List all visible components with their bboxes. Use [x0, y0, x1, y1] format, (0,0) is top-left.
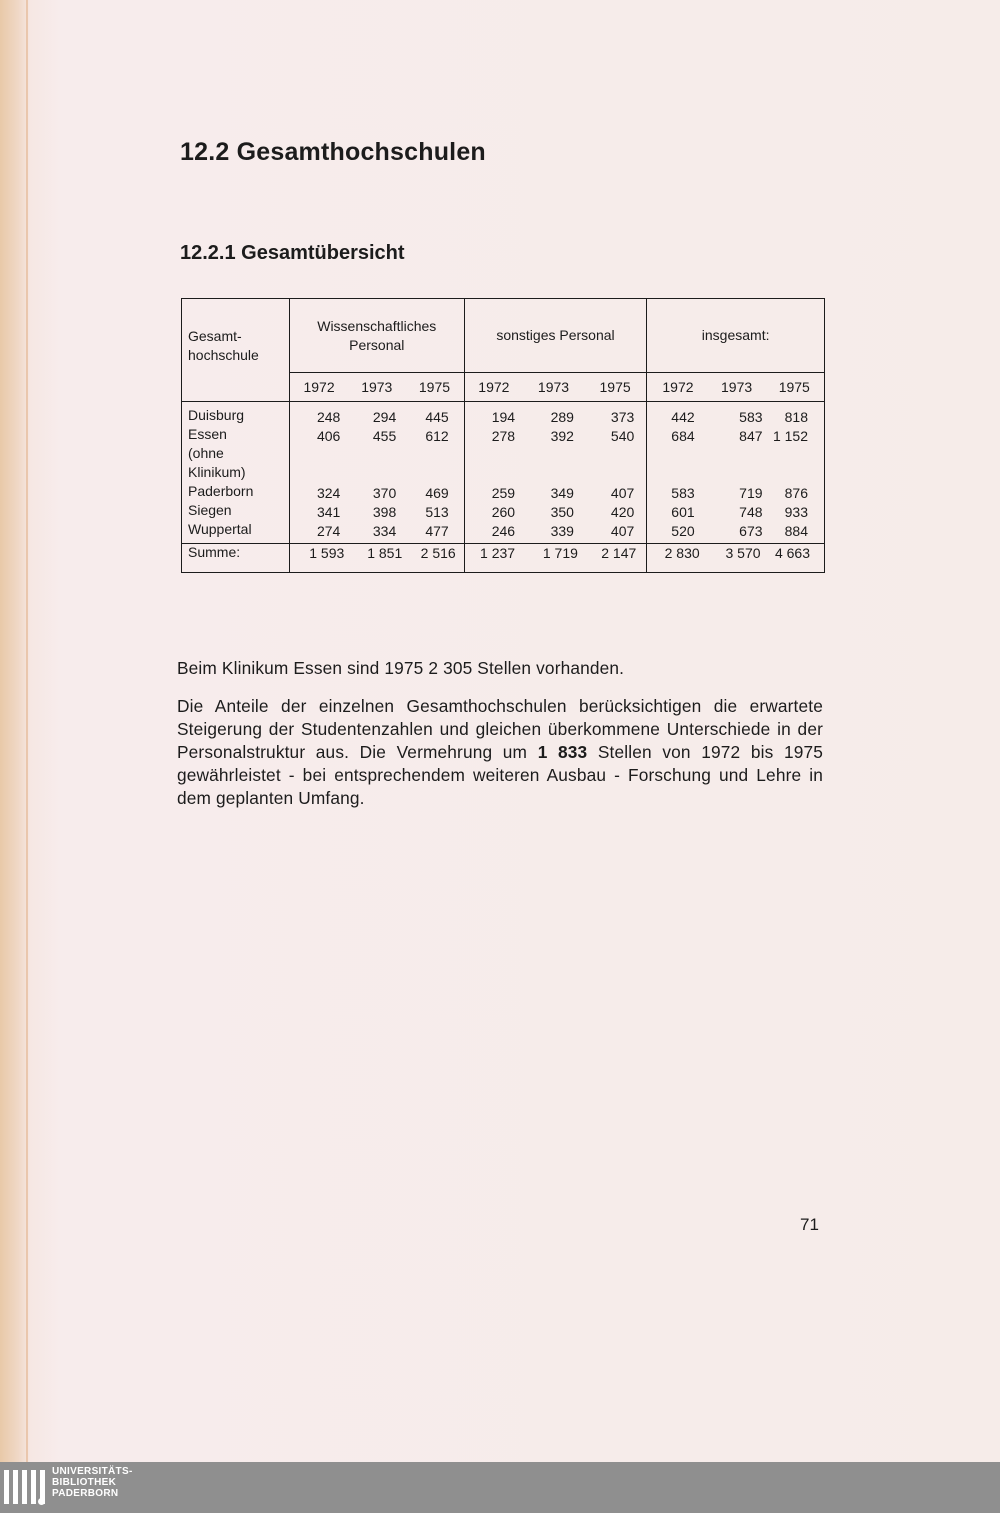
- subsection-heading: 12.2.1 Gesamtübersicht: [180, 242, 405, 264]
- personnel-table: [181, 298, 825, 573]
- library-footer: [0, 1462, 1000, 1513]
- year-header: 1973: [361, 379, 393, 395]
- table-cell: 274: [316, 523, 341, 539]
- table-cell: 370: [372, 485, 397, 501]
- table-cell: 520: [671, 523, 695, 539]
- table-cell: 392: [550, 428, 574, 444]
- table-cell: 612: [425, 428, 449, 444]
- logo-dot: [38, 1498, 45, 1505]
- table-cell: 324: [316, 485, 341, 501]
- year-header: 1975: [778, 379, 810, 395]
- sum-cell: 2 147: [584, 544, 647, 573]
- table-cell: 259: [491, 485, 516, 501]
- year-header: 1975: [418, 379, 451, 395]
- table-cell: 278: [491, 428, 516, 444]
- sum-cell: 2 516: [405, 544, 464, 573]
- sum-cell: 4 663: [765, 544, 825, 573]
- table-cell: 246: [491, 523, 516, 539]
- school-name: Klinikum): [188, 464, 246, 480]
- table-cell: 748: [739, 504, 763, 520]
- table-cell: 601: [671, 504, 695, 520]
- sum-cell: 1 237: [464, 544, 523, 573]
- sum-cell: 1 593: [289, 544, 348, 573]
- col-header-scientific: Wissenschaftliches Personal: [289, 299, 464, 373]
- table-cell: 513: [425, 504, 449, 520]
- col-header-total: insgesamt:: [647, 299, 825, 373]
- year-header: 1972: [464, 373, 523, 402]
- table-body: [182, 402, 825, 544]
- section-heading: 12.2 Gesamthochschulen: [180, 138, 486, 166]
- page-gutter: [26, 0, 28, 1462]
- sum-cell: 2 830: [647, 544, 709, 573]
- data-column: [647, 402, 709, 544]
- paragraph-anteile: Die Anteile der einzelnen Gesamthochschulen berücksichtigen die erwartete Steigerung der Studentenzahlen und gleichen überkommene Unterschiede in der Personalstruktur aus. Die Vermehrung um 1 833 Stellen von 1972 bis 1975 gewährleistet - bei entsprechendem weiteren Ausbau - Forschung und Lehre in dem geplanten Umfang.: [177, 696, 824, 808]
- table-cell: 294: [372, 409, 397, 425]
- data-column: [464, 402, 523, 544]
- year-header: 1972: [647, 373, 709, 402]
- table-cell: 583: [671, 485, 695, 501]
- table-cell: 445: [425, 409, 449, 425]
- table-cell: 407: [610, 485, 635, 501]
- school-name: Paderborn: [188, 483, 254, 499]
- table-cell: 407: [610, 523, 635, 539]
- table-cell: 260: [491, 504, 516, 520]
- school-name: Wuppertal: [188, 521, 252, 537]
- paragraph-klinikum: Beim Klinikum Essen sind 1975 2 305 Stellen vorhanden.: [177, 658, 625, 678]
- table-cell: 455: [372, 428, 397, 444]
- table-cell: 420: [610, 504, 635, 520]
- table-cell: 884: [784, 523, 808, 539]
- year-header: 1973: [721, 379, 753, 395]
- table-cell: 341: [316, 504, 341, 520]
- data-column: [584, 402, 647, 544]
- table-cell: 373: [610, 409, 635, 425]
- year-header: 1973: [537, 379, 570, 395]
- table-cell: 583: [739, 409, 763, 425]
- page-number: 71: [800, 1215, 819, 1234]
- table-cell: 818: [784, 409, 808, 425]
- school-name: Essen: [188, 426, 227, 442]
- table-cell: 442: [671, 409, 695, 425]
- data-column: [523, 402, 584, 544]
- sum-label: Summe:: [182, 544, 290, 573]
- table-cell: 876: [784, 485, 808, 501]
- table-cell: 248: [316, 409, 341, 425]
- table-cell: 398: [372, 504, 397, 520]
- library-name: UNIVERSITÄTS- BIBLIOTHEK PADERBORN: [52, 1466, 133, 1499]
- data-column: [348, 402, 405, 544]
- year-header: 1975: [599, 379, 631, 395]
- table-cell: 1 152: [772, 428, 808, 444]
- sum-cell: 1 719: [523, 544, 584, 573]
- col-header-other: sonstiges Personal: [464, 299, 647, 373]
- table-cell: 339: [550, 523, 574, 539]
- table-cell: 540: [610, 428, 635, 444]
- table-cell: 719: [739, 485, 763, 501]
- data-column: [405, 402, 464, 544]
- data-column: [765, 402, 825, 544]
- table-cell: 406: [316, 428, 341, 444]
- col-header-school: Gesamt- hochschule: [182, 299, 290, 402]
- school-name: (ohne: [188, 445, 224, 461]
- school-name: Siegen: [188, 502, 232, 518]
- sum-row: [182, 544, 825, 573]
- sum-cell: 3 570: [709, 544, 765, 573]
- table-cell: 673: [739, 523, 763, 539]
- highlight-number: 1 833: [537, 742, 588, 762]
- school-names: [182, 402, 290, 544]
- data-column: [709, 402, 765, 544]
- table-cell: 477: [425, 523, 449, 539]
- table-cell: 334: [372, 523, 397, 539]
- table-cell: 469: [425, 485, 449, 501]
- data-column: [289, 402, 348, 544]
- sum-cell: 1 851: [348, 544, 405, 573]
- table-cell: 847: [739, 428, 763, 444]
- table-cell: 349: [550, 485, 574, 501]
- table-cell: 194: [491, 409, 516, 425]
- table-cell: 684: [671, 428, 695, 444]
- school-name: Duisburg: [188, 407, 245, 423]
- table-cell: 350: [550, 504, 574, 520]
- table-cell: 933: [784, 504, 808, 520]
- table-cell: 289: [550, 409, 574, 425]
- year-header: 1972: [303, 379, 335, 395]
